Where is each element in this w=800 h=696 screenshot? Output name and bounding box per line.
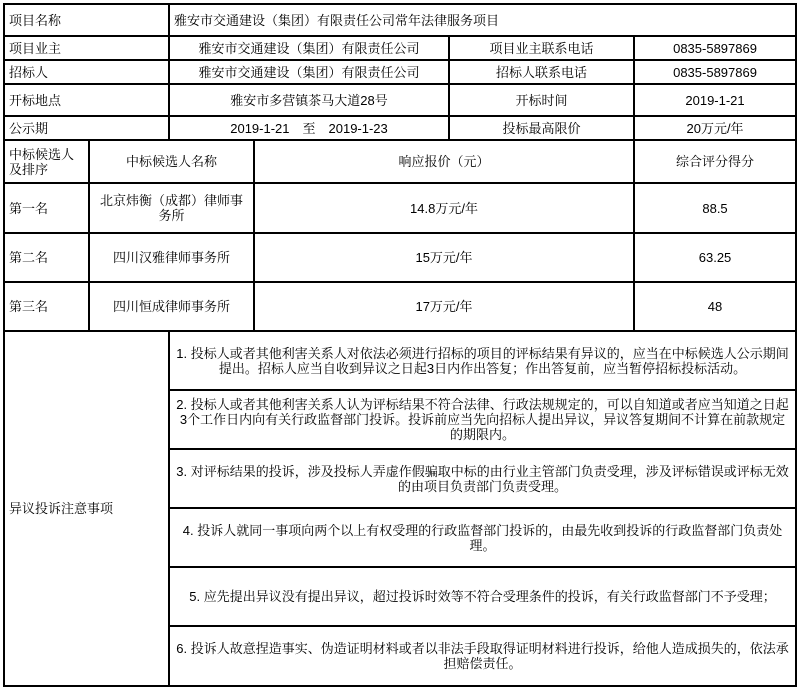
owner-value: 雅安市交通建设（集团）有限责任公司: [169, 36, 449, 60]
bid-announcement-table: [3, 3, 797, 687]
publicity-period-label: 公示期: [4, 116, 169, 140]
tenderer-value: 雅安市交通建设（集团）有限责任公司: [169, 60, 449, 84]
candidate-rank-header: 中标候选人及排序: [4, 140, 89, 183]
candidate-name-header: 中标候选人名称: [89, 140, 254, 183]
project-name-label: 项目名称: [4, 4, 169, 36]
candidate-score: 63.25: [634, 233, 796, 282]
owner-label: 项目业主: [4, 36, 169, 60]
candidate-name: 四川汉雅律师事务所: [89, 233, 254, 282]
max-price-value: 20万元/年: [634, 116, 796, 140]
tenderer-phone-value: 0835-5897869: [634, 60, 796, 84]
candidate-price-header: 响应报价（元）: [254, 140, 634, 183]
project-name-value: 雅安市交通建设（集团）有限责任公司常年法律服务项目: [169, 4, 796, 36]
owner-phone-value: 0835-5897869: [634, 36, 796, 60]
notice-item: 4. 投诉人就同一事项向两个以上有权受理的行政监督部门投诉的，由最先收到投诉的行政监督部门负责处理。: [169, 508, 796, 567]
notice-item: 2. 投标人或者其他利害关系人认为评标结果不符合法律、行政法规规定的，可以自知道或者应当知道之日起3个工作日内向有关行政监督部门投诉。投诉前应当先向招标人提出异议，异议答复期间不计算在前款规定的期限内。: [169, 390, 796, 449]
tenderer-label: 招标人: [4, 60, 169, 84]
row-bid-opening: [4, 84, 796, 116]
bid-opening-time-value: 2019-1-21: [634, 84, 796, 116]
bid-opening-place-label: 开标地点: [4, 84, 169, 116]
candidate-row: [4, 282, 796, 331]
row-project-name: [4, 4, 796, 36]
notice-item: 3. 对评标结果的投诉，涉及投标人弄虚作假骗取中标的由行业主管部门负责受理，涉及评标错误或评标无效的由项目负责部门负责受理。: [169, 449, 796, 508]
candidate-price: 15万元/年: [254, 233, 634, 282]
tenderer-phone-label: 招标人联系电话: [449, 60, 634, 84]
row-owner: [4, 36, 796, 60]
candidate-rank: 第三名: [4, 282, 89, 331]
candidate-price: 17万元/年: [254, 282, 634, 331]
notice-row: [4, 331, 796, 390]
notice-item: 5. 应先提出异议没有提出异议，超过投诉时效等不符合受理条件的投诉，有关行政监督部门不予受理；: [169, 567, 796, 626]
bid-opening-place-value: 雅安市多营镇茶马大道28号: [169, 84, 449, 116]
candidate-row: [4, 183, 796, 233]
row-tenderer: [4, 60, 796, 84]
row-publicity-period: [4, 116, 796, 140]
candidate-price: 14.8万元/年: [254, 183, 634, 233]
publicity-period-value: 2019-1-21 至 2019-1-23: [169, 116, 449, 140]
notice-item: 1. 投标人或者其他利害关系人对依法必须进行招标的项目的评标结果有异议的，应当在中标候选人公示期间提出。招标人应当自收到异议之日起3日内作出答复；作出答复前，应当暂停招标投标活动。: [169, 331, 796, 390]
candidates-header-row: [4, 140, 796, 183]
candidate-rank: 第一名: [4, 183, 89, 233]
candidate-score-header: 综合评分得分: [634, 140, 796, 183]
candidate-rank: 第二名: [4, 233, 89, 282]
candidate-name: 北京炜衡（成都）律师事务所: [89, 183, 254, 233]
candidate-row: [4, 233, 796, 282]
notices-label-cell: 异议投诉注意事项: [4, 331, 169, 686]
candidate-name: 四川恒成律师事务所: [89, 282, 254, 331]
bid-opening-time-label: 开标时间: [449, 84, 634, 116]
notice-item: 6. 投诉人故意捏造事实、伪造证明材料或者以非法手段取得证明材料进行投诉，给他人造成损失的，依法承担赔偿责任。: [169, 626, 796, 686]
max-price-label: 投标最高限价: [449, 116, 634, 140]
candidate-score: 88.5: [634, 183, 796, 233]
candidate-score: 48: [634, 282, 796, 331]
owner-phone-label: 项目业主联系电话: [449, 36, 634, 60]
